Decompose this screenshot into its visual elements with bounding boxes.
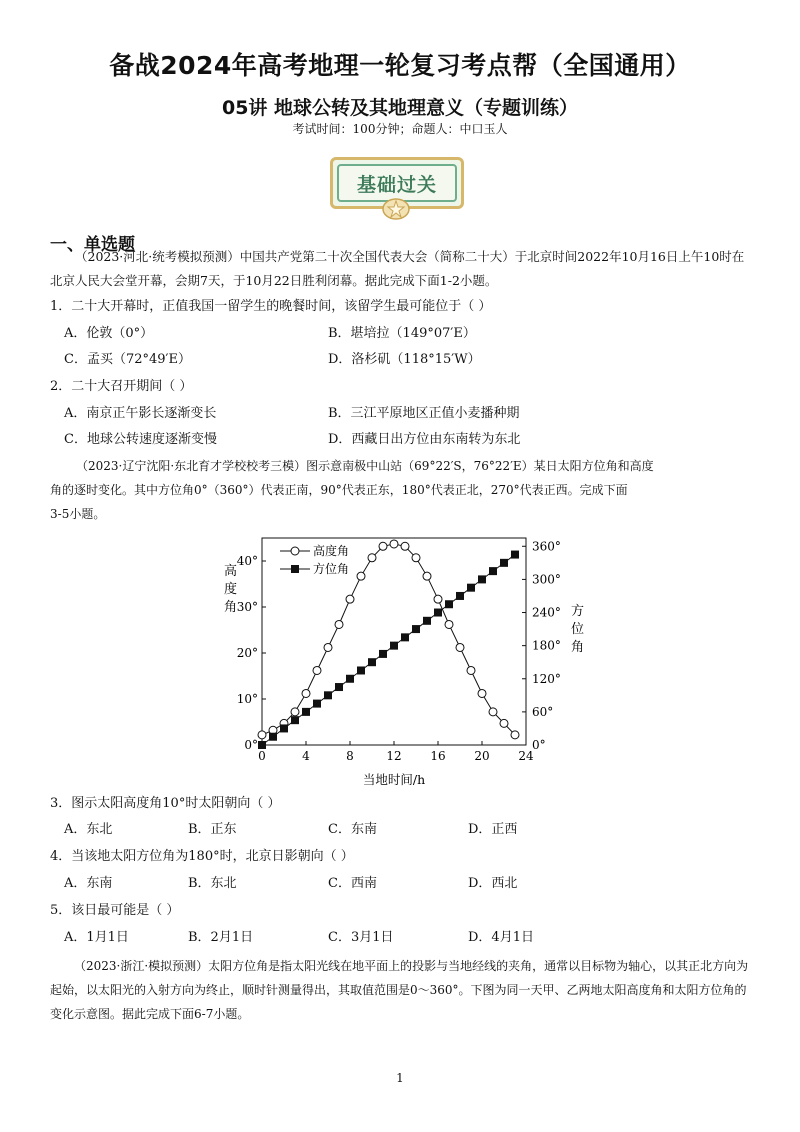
- y-right-label-3: 角: [571, 640, 585, 655]
- altitude-point: [412, 554, 420, 562]
- altitude-point: [258, 731, 266, 739]
- azimuth-point: [478, 575, 486, 583]
- legend-azimuth: 方位角: [313, 562, 350, 576]
- x-tick-label: 4: [302, 749, 310, 763]
- altitude-point: [500, 719, 508, 727]
- altitude-point: [335, 620, 343, 628]
- altitude-point: [390, 540, 398, 548]
- azimuth-point: [302, 708, 310, 716]
- legend-open-circle: [291, 547, 299, 555]
- altitude-point: [401, 542, 409, 550]
- azimuth-point: [489, 567, 497, 575]
- y-left-tick-label: 30°: [236, 600, 258, 614]
- altitude-point: [291, 708, 299, 716]
- exam-info: 考试时间：100分钟；命题人：中口玉人: [292, 122, 508, 136]
- azimuth-line: [262, 555, 515, 745]
- azimuth-point: [467, 584, 475, 592]
- azimuth-point: [357, 666, 365, 674]
- question-3: 3．图示太阳高度角10°时太阳朝向（ ）: [50, 796, 281, 811]
- y-right-label-2: 位: [571, 622, 585, 637]
- q1-option-c: C．孟买（72°49′E）: [64, 352, 191, 367]
- q4-option-d: D．西北: [468, 876, 518, 891]
- altitude-point: [489, 708, 497, 716]
- page-number: 1: [396, 1071, 404, 1085]
- x-tick-label: 12: [386, 749, 402, 763]
- y-right-tick-label: 300°: [532, 572, 561, 587]
- azimuth-point: [280, 724, 288, 732]
- sun-angle-chart: [200, 530, 600, 792]
- q5-option-c: C．3月1日: [328, 930, 394, 945]
- x-tick-label: 16: [430, 749, 446, 763]
- x-tick-label: 8: [346, 749, 354, 763]
- azimuth-point: [456, 592, 464, 600]
- altitude-point: [346, 595, 354, 603]
- q1-option-a: A．伦敦（0°）: [64, 326, 154, 341]
- q5-option-b: B．2月1日: [188, 930, 254, 945]
- azimuth-point: [390, 642, 398, 650]
- azimuth-point: [291, 716, 299, 724]
- azimuth-point: [346, 675, 354, 683]
- y-right-tick-label: 240°: [532, 605, 561, 620]
- lecture-subtitle: 05讲 地球公转及其地理意义（专题训练）: [221, 97, 579, 119]
- altitude-point: [379, 542, 387, 550]
- x-tick-label: 24: [518, 749, 534, 763]
- altitude-point: [423, 572, 431, 580]
- azimuth-point: [511, 551, 519, 559]
- q1-option-d: D．洛杉矶（118°15′W）: [328, 352, 481, 367]
- azimuth-point: [412, 625, 420, 633]
- x-tick-label: 0: [258, 749, 266, 763]
- question-4: 4．当该地太阳方位角为180°时，北京日影朝向（ ）: [50, 849, 354, 864]
- y-left-label-1: 高: [224, 564, 238, 579]
- question-5: 5．该日最可能是（ ）: [50, 903, 180, 918]
- star-icon: [381, 198, 411, 220]
- question-1: 1．二十大开幕时，正值我国一留学生的晚餐时间，该留学生最可能位于（ ）: [50, 299, 492, 314]
- y-right-tick-label: 120°: [532, 671, 561, 686]
- x-tick-label: 20: [474, 749, 490, 763]
- altitude-point: [368, 554, 376, 562]
- x-axis-label: 当地时间/h: [362, 772, 426, 787]
- q3-option-b: B．正东: [188, 822, 237, 837]
- q5-option-d: D．4月1日: [468, 930, 534, 945]
- azimuth-point: [401, 633, 409, 641]
- q3-option-a: A．东北: [64, 822, 113, 837]
- q4-option-c: C．西南: [328, 876, 377, 891]
- altitude-point: [324, 643, 332, 651]
- q2-option-b: B．三江平原地区正值小麦播种期: [328, 406, 520, 421]
- badge-label: 基础过关: [356, 173, 437, 196]
- y-right-tick-label: 0°: [532, 738, 546, 752]
- q4-option-b: B．东北: [188, 876, 237, 891]
- passage-3: （2023·浙江·模拟预测）太阳方位角是指太阳光线在地平面上的投影与当地经线的夹角，通常以目标物为轴心，以其正北方向为起始，以太阳光的入射方向为终止，顺时针测量得出，其取值范围是0～360°。下图为同一天甲、乙两地太阳高度角和太阳方位角的变化示意图。据此完成下面6-7小题。: [50, 959, 749, 1021]
- y-left-tick-label: 10°: [236, 692, 258, 706]
- altitude-point: [434, 595, 442, 603]
- azimuth-point: [258, 741, 266, 749]
- y-right-label-1: 方: [571, 604, 585, 619]
- q2-option-d: D．西藏日出方位由东南转为东北: [328, 432, 521, 447]
- azimuth-point: [324, 691, 332, 699]
- altitude-point: [511, 731, 519, 739]
- y-left-tick-label: 40°: [236, 554, 258, 568]
- azimuth-point: [269, 733, 277, 741]
- azimuth-point: [423, 617, 431, 625]
- y-left-tick-label: 0°: [244, 738, 258, 752]
- passage-2-line-2: 角的逐时变化。其中方位角0°（360°）代表正南，90°代表正东，180°代表正北，270°代表正西。完成下面: [50, 483, 628, 497]
- y-left-label-2: 度: [224, 582, 238, 597]
- azimuth-point: [313, 700, 321, 708]
- q5-option-a: A．1月1日: [64, 930, 129, 945]
- azimuth-point: [434, 609, 442, 617]
- y-right-tick-label: 360°: [532, 539, 561, 554]
- passage-1: （2023·河北·统考模拟预测）中国共产党第二十次全国代表大会（简称二十大）于北京时间2022年10月16日上午10时在北京人民大会堂开幕，会期7天，于10月22日胜利闭幕。据此完成下面1-2小题。: [50, 249, 745, 288]
- y-left-label-3: 角: [224, 600, 238, 615]
- q2-option-a: A．南京正午影长逐渐变长: [64, 406, 217, 421]
- altitude-point: [357, 572, 365, 580]
- altitude-point: [456, 643, 464, 651]
- azimuth-point: [445, 600, 453, 608]
- azimuth-point: [335, 683, 343, 691]
- q3-option-c: C．东南: [328, 822, 377, 837]
- q2-option-c: C．地球公转速度逐渐变慢: [64, 432, 217, 447]
- passage-2-line-1: （2023·辽宁沈阳·东北育才学校校考三模）图示意南极中山站（69°22′S，76°22′E）某日太阳方位角和高度: [76, 459, 654, 473]
- azimuth-point: [368, 658, 376, 666]
- legend-altitude: 高度角: [313, 544, 350, 558]
- altitude-point: [313, 666, 321, 674]
- altitude-line: [262, 544, 515, 735]
- document-title: 备战2024年高考地理一轮复习考点帮（全国通用）: [109, 51, 691, 80]
- altitude-point: [302, 689, 310, 697]
- chart-legend: [280, 543, 349, 576]
- q1-option-b: B．堪培拉（149°07′E）: [328, 326, 476, 341]
- y-right-tick-label: 180°: [532, 638, 561, 653]
- azimuth-point: [500, 559, 508, 567]
- section-heading: 一、单选题: [50, 235, 135, 255]
- altitude-point: [445, 620, 453, 628]
- q4-option-a: A．东南: [64, 876, 113, 891]
- question-2: 2．二十大召开期间（ ）: [50, 379, 193, 394]
- azimuth-point: [379, 650, 387, 658]
- y-left-tick-label: 20°: [236, 646, 258, 660]
- y-right-tick-label: 60°: [532, 704, 554, 719]
- altitude-point: [478, 689, 486, 697]
- legend-filled-square: [291, 565, 299, 573]
- q3-option-d: D．正西: [468, 822, 518, 837]
- altitude-point: [467, 666, 475, 674]
- passage-2-line-3: 3-5小题。: [50, 507, 106, 521]
